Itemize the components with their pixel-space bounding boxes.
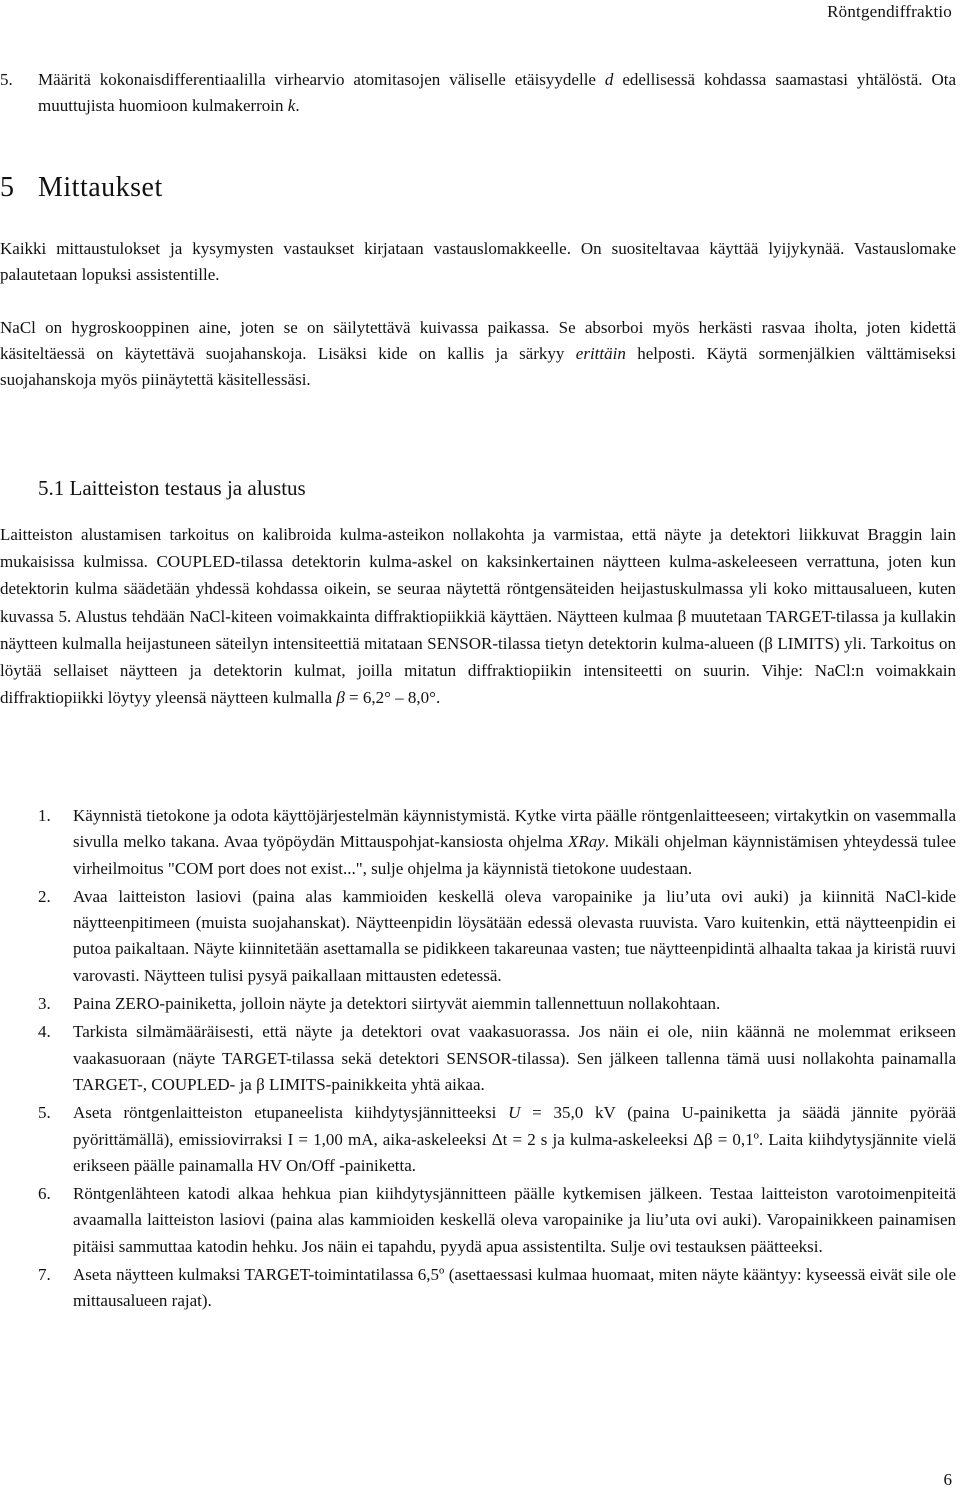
intro-p2-b: helposti. Käytä sormenjälkien välttämiseksi suojahanskoja myös piinäytettä käsitellessäsi. xyxy=(0,344,956,389)
step-text: Tarkista silmämääräisesti, että näyte ja detektori ovat vaakasuorassa. Jos näin ei ole, niin käännä ne molemmat erikseen vaakasuoraan (näyte TARGET-tilassa sekä detektori SENSOR-tilassa). Sen jälkeen tallenna tämä uusi nollakohta painamalla TARGET-, COUPLED- ja β LIMITS-painikkeita yhtä aikaa. xyxy=(73,1022,956,1094)
variable-d: d xyxy=(604,70,614,89)
section-title: Mittaukset xyxy=(38,172,163,203)
subsection-heading: 5.1 Laitteiston testaus ja alustus xyxy=(38,476,306,500)
step-text: Avaa laitteiston lasiovi (paina alas kammioiden keskellä oleva varopainike ja liu’uta ovi auki) ja kiinnitä NaCl-kide näytteenpitimeen (muista suojahanskat). Näytteenpidin löysätään edessä olevasta ruuvista. Varo kuitenkin, että näytteenpidin ei putoa paikaltaan. Näyte kiinnitetään asettamalla se pidikkeen takareunaa vasten; tue näytteenpidintä alhaalta takaa ja kiristä ruuvi varovasti. Näytteen tulisi pysyä paikallaan mittausten edetessä. xyxy=(73,886,956,985)
step-number: 5. xyxy=(38,1103,51,1123)
intro-p2-a: NaCl on hygroskooppinen aine, joten se on säilytettävä kuivassa paikassa. Se absorboi myös herkästi rasvaa iholta, joten kidettä käsiteltäessä on käytettävä suojahanskoja. Lisäksi kide on kallis ja särkyy xyxy=(0,318,956,363)
question-number: 5. xyxy=(0,70,13,89)
variable-k: k xyxy=(287,96,296,115)
question-text-a: Määritä kokonaisdifferentiaalilla virhearvio atomitasojen väliselle etäisyydelle xyxy=(38,70,605,89)
subsection-paragraph xyxy=(0,521,960,711)
list-item xyxy=(0,1019,960,1098)
step-number: 6. xyxy=(38,1184,51,1204)
step-text: Käynnistä tietokone ja odota käyttöjärjestelmän käynnistymistä. Kytke virta päälle röntgenlaitteeseen; virtakytkin on vasemmalla sivulla melko takana. Avaa työpöydän Mittauspohjat-kansiosta ohjelma xyxy=(73,806,956,852)
beta-symbol: β xyxy=(336,688,345,708)
intro-paragraph-2 xyxy=(0,315,960,393)
step-text-b: . Mikäli ohjelman käynnistämisen yhteydessä tulee virheilmoitus "COM port does not exist...", sulje ohjelma ja käynnistä tietokone uudestaan. xyxy=(73,832,956,878)
list-item xyxy=(0,1262,960,1315)
step-number: 3. xyxy=(38,994,51,1014)
question-text-c: . xyxy=(295,96,300,115)
step-text-b: = 35,0 kV (paina U-painiketta ja säädä jännite pyörää pyörittämällä), emissiovirraksi I = 1,00 mA, aika-askeleeksi Δt = 2 s ja kulma-askeleeksi Δβ = 0,1º. Laita kiihdytysjännite vielä erikseen päälle painamalla HV On/Off -painiketta. xyxy=(73,1103,956,1175)
step-emphasis: U xyxy=(508,1103,521,1123)
list-item xyxy=(0,1181,960,1260)
step-number: 2. xyxy=(38,886,51,906)
list-item xyxy=(0,884,960,989)
step-text: Aseta röntgenlaitteiston etupaneelista kiihdytysjännitteeksi xyxy=(73,1103,509,1123)
running-header: Röntgendiffraktio xyxy=(827,2,952,21)
procedure-steps xyxy=(0,803,960,1317)
section-heading xyxy=(0,172,163,204)
step-text: Paina ZERO-painiketta, jolloin näyte ja detektori siirtyvät aiemmin tallennettuun nollakohtaan. xyxy=(73,994,721,1014)
step-emphasis: XRay xyxy=(567,832,605,852)
step-number: 7. xyxy=(38,1265,51,1285)
subsection-text-a: Laitteiston alustamisen tarkoitus on kalibroida kulma-asteikon nollakohta ja varmistaa, että näyte ja detektori liikkuvat Braggin lain mukaisissa kulmissa. COUPLED-tilassa detektorin kulma-askel on kaksinkertainen näytteen kulma-askeleeseen verrattuna, joten kun detektorin kulma säädetään yhdessä kohdassa oikein, se seuraa näytettä röntgensäteiden heijastuskulmassa yli koko mittausalueen, kuten kuvassa 5. Alustus tehdään NaCl-kiteen voimakkainta diffraktiopiikkiä käyttäen. Näytteen kulmaa β muutetaan TARGET-tilassa ja kullakin näytteen kulmalla heijastuneen säteilyn intensiteettiä mitataan SENSOR-tilassa tietyn detektorin kulma-alueen (β LIMITS) yli. Tarkoitus on löytää sellaiset näytteen ja detektorin kulmat, joilla mitatun diffraktiopiikin intensiteetti on suurin. Vihje: NaCl:n voimakkain diffraktiopiikki löytyy yleensä näytteen kulmalla xyxy=(0,525,956,708)
intro-p2-emphasis: erittäin xyxy=(575,344,626,363)
page-number: 6 xyxy=(943,1470,952,1489)
step-text: Aseta näytteen kulmaksi TARGET-toimintatilassa 6,5º (asettaessasi kulmaa huomaat, miten näyte kääntyy: kyseessä eivät sile ole mittausalueen rajat). xyxy=(73,1265,956,1311)
question-text-b: edellisessä kohdassa saamastasi yhtälöstä. Ota muuttujista huomioon kulmakerroin xyxy=(38,70,956,115)
list-item xyxy=(0,991,960,1017)
list-item xyxy=(0,803,960,882)
question-5 xyxy=(0,67,960,119)
step-text: Röntgenlähteen katodi alkaa hehkua pian kiihdytysjännitteen päälle kytkemisen jälkeen. Testaa laitteiston varotoimenpiteitä avaamalla laitteiston lasiovi (paina alas kammioiden keskellä oleva varopainike ja liu’uta ovi auki). Varopainikkeen painamisen pitäisi sammuttaa katodin hehku. Jos näin ei tapahdu, pyydä apua assistentilta. Sulje ovi testauksen päätteeksi. xyxy=(73,1184,956,1256)
list-item xyxy=(0,1100,960,1179)
step-number: 1. xyxy=(38,806,51,825)
intro-paragraph-1: Kaikki mittaustulokset ja kysymysten vastaukset kirjataan vastauslomakkeelle. On suositeltavaa käyttää lyijykynää. Vastauslomake palautetaan lopuksi assistentille. xyxy=(0,239,956,284)
section-number: 5 xyxy=(0,172,15,203)
step-number: 4. xyxy=(38,1022,51,1042)
subsection-text-b: = 6,2° – 8,0°. xyxy=(344,688,441,708)
